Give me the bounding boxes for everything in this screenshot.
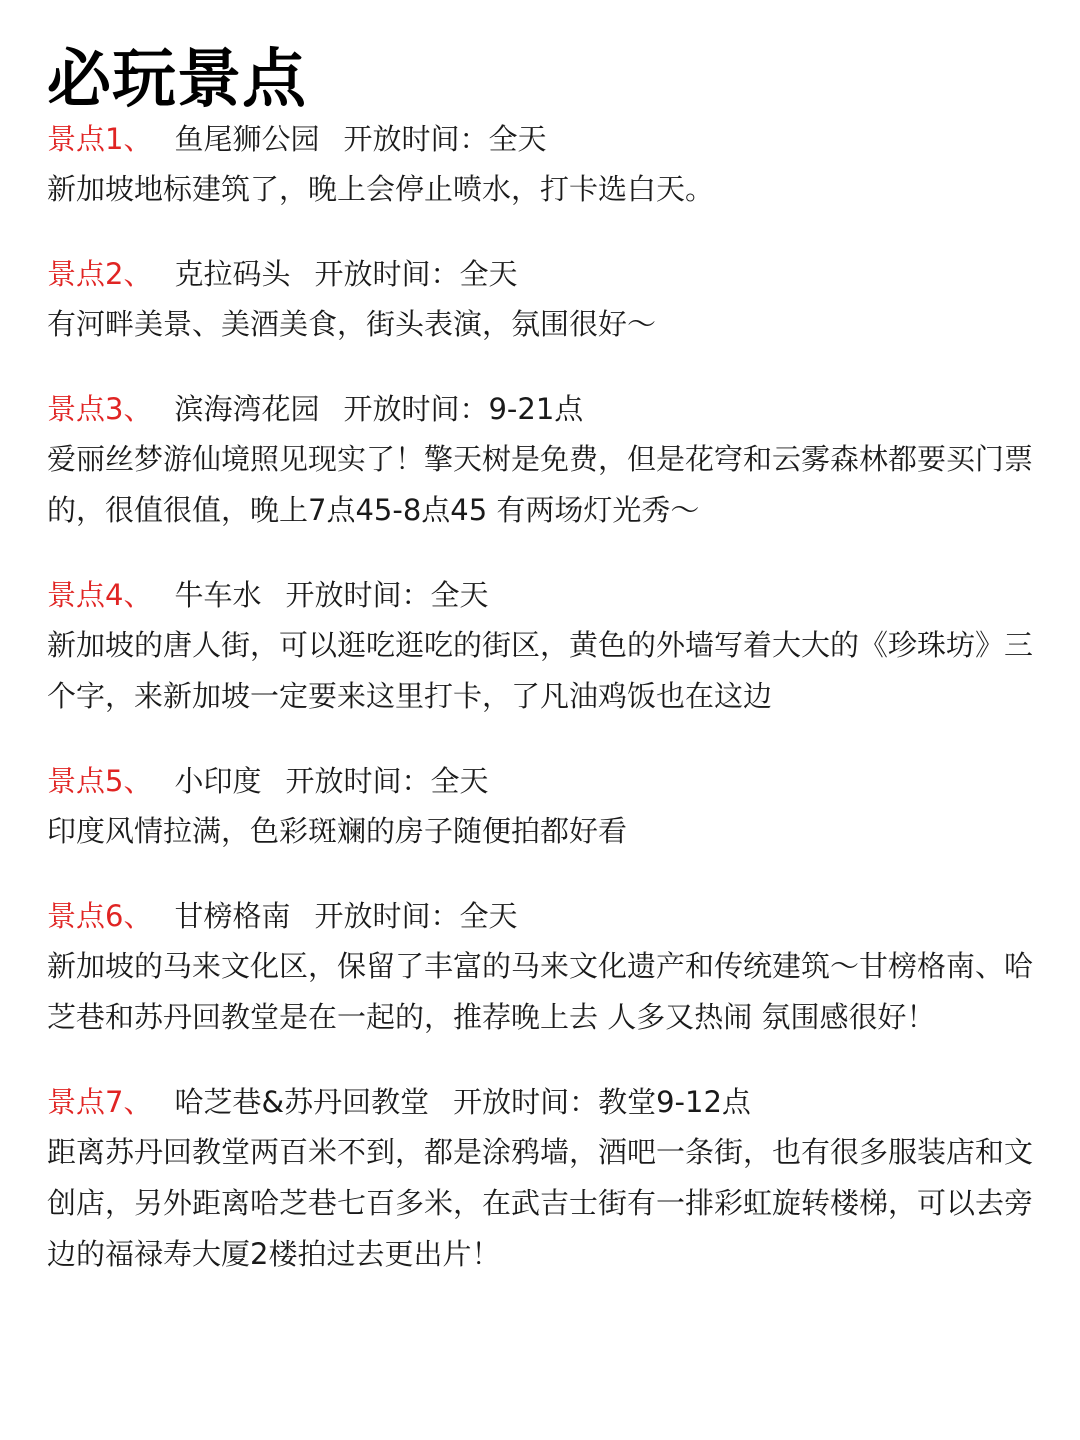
spot-description: 新加坡的马来文化区，保留了丰富的马来文化遗产和传统建筑～甘榜格南、哈芝巷和苏丹回教堂是在一起的，推荐晚上去 人多又热闹 氛围感很好！: [47, 949, 1034, 1034]
spot-description: 印度风情拉满，色彩斑斓的房子随便拍都好看: [47, 814, 628, 848]
spot-5: [47, 756, 1047, 857]
spot-header: [47, 891, 1047, 941]
spot-header: [47, 1077, 1047, 1127]
spot-description: 距离苏丹回教堂两百米不到，都是涂鸦墙，酒吧一条街，也有很多服装店和文创店，另外距离哈芝巷七百多米，在武吉士街有一排彩虹旋转楼梯，可以去旁边的福禄寿大厦2楼拍过去更出片！: [47, 1135, 1034, 1271]
spot-4: [47, 570, 1047, 722]
spot-number: 景点4、: [47, 578, 153, 612]
spot-hours: 开放时间：全天: [314, 899, 518, 933]
spot-hours: 开放时间：全天: [314, 257, 518, 291]
spot-hours: 开放时间：9-21点: [343, 392, 584, 426]
spot-number: 景点7、: [47, 1085, 153, 1119]
spot-name: 牛车水: [174, 578, 262, 612]
spot-header: [47, 384, 1047, 434]
spot-3: [47, 384, 1047, 536]
spot-name: 甘榜格南: [174, 899, 291, 933]
spot-number: 景点3、: [47, 392, 153, 426]
spot-name: 哈芝巷&苏丹回教堂: [174, 1085, 430, 1119]
spot-description: 新加坡的唐人街，可以逛吃逛吃的街区，黄色的外墙写着大大的《珍珠坊》三个字，来新加坡一定要来这里打卡，了凡油鸡饭也在这边: [47, 628, 1034, 713]
spot-header: [47, 114, 1047, 164]
spot-hours: 开放时间：全天: [343, 122, 547, 156]
spot-description: 新加坡地标建筑了，晚上会停止喷水，打卡选白天。: [47, 172, 715, 206]
spot-number: 景点5、: [47, 764, 153, 798]
spot-header: [47, 249, 1047, 299]
spot-name: 小印度: [174, 764, 262, 798]
spot-6: [47, 891, 1047, 1043]
page-title: 必玩景点: [47, 43, 307, 117]
spot-name: 滨海湾花园: [174, 392, 320, 426]
spot-header: [47, 756, 1047, 806]
spot-hours: 开放时间：教堂9-12点: [453, 1085, 751, 1119]
spot-number: 景点6、: [47, 899, 153, 933]
spot-1: [47, 114, 1047, 215]
spot-7: [47, 1077, 1047, 1280]
spot-header: [47, 570, 1047, 620]
spot-2: [47, 249, 1047, 350]
spot-hours: 开放时间：全天: [285, 578, 489, 612]
spot-name: 克拉码头: [174, 257, 291, 291]
spot-description: 有河畔美景、美酒美食，街头表演，氛围很好～: [47, 307, 657, 341]
article: [47, 38, 1047, 1314]
spot-hours: 开放时间：全天: [285, 764, 489, 798]
spot-number: 景点2、: [47, 257, 153, 291]
spot-description: 爱丽丝梦游仙境照见现实了！擎天树是免费，但是花穹和云雾森林都要买门票的，很值很值，晚上7点45-8点45 有两场灯光秀～: [47, 442, 1034, 527]
spot-number: 景点1、: [47, 122, 153, 156]
spot-name: 鱼尾狮公园: [174, 122, 320, 156]
